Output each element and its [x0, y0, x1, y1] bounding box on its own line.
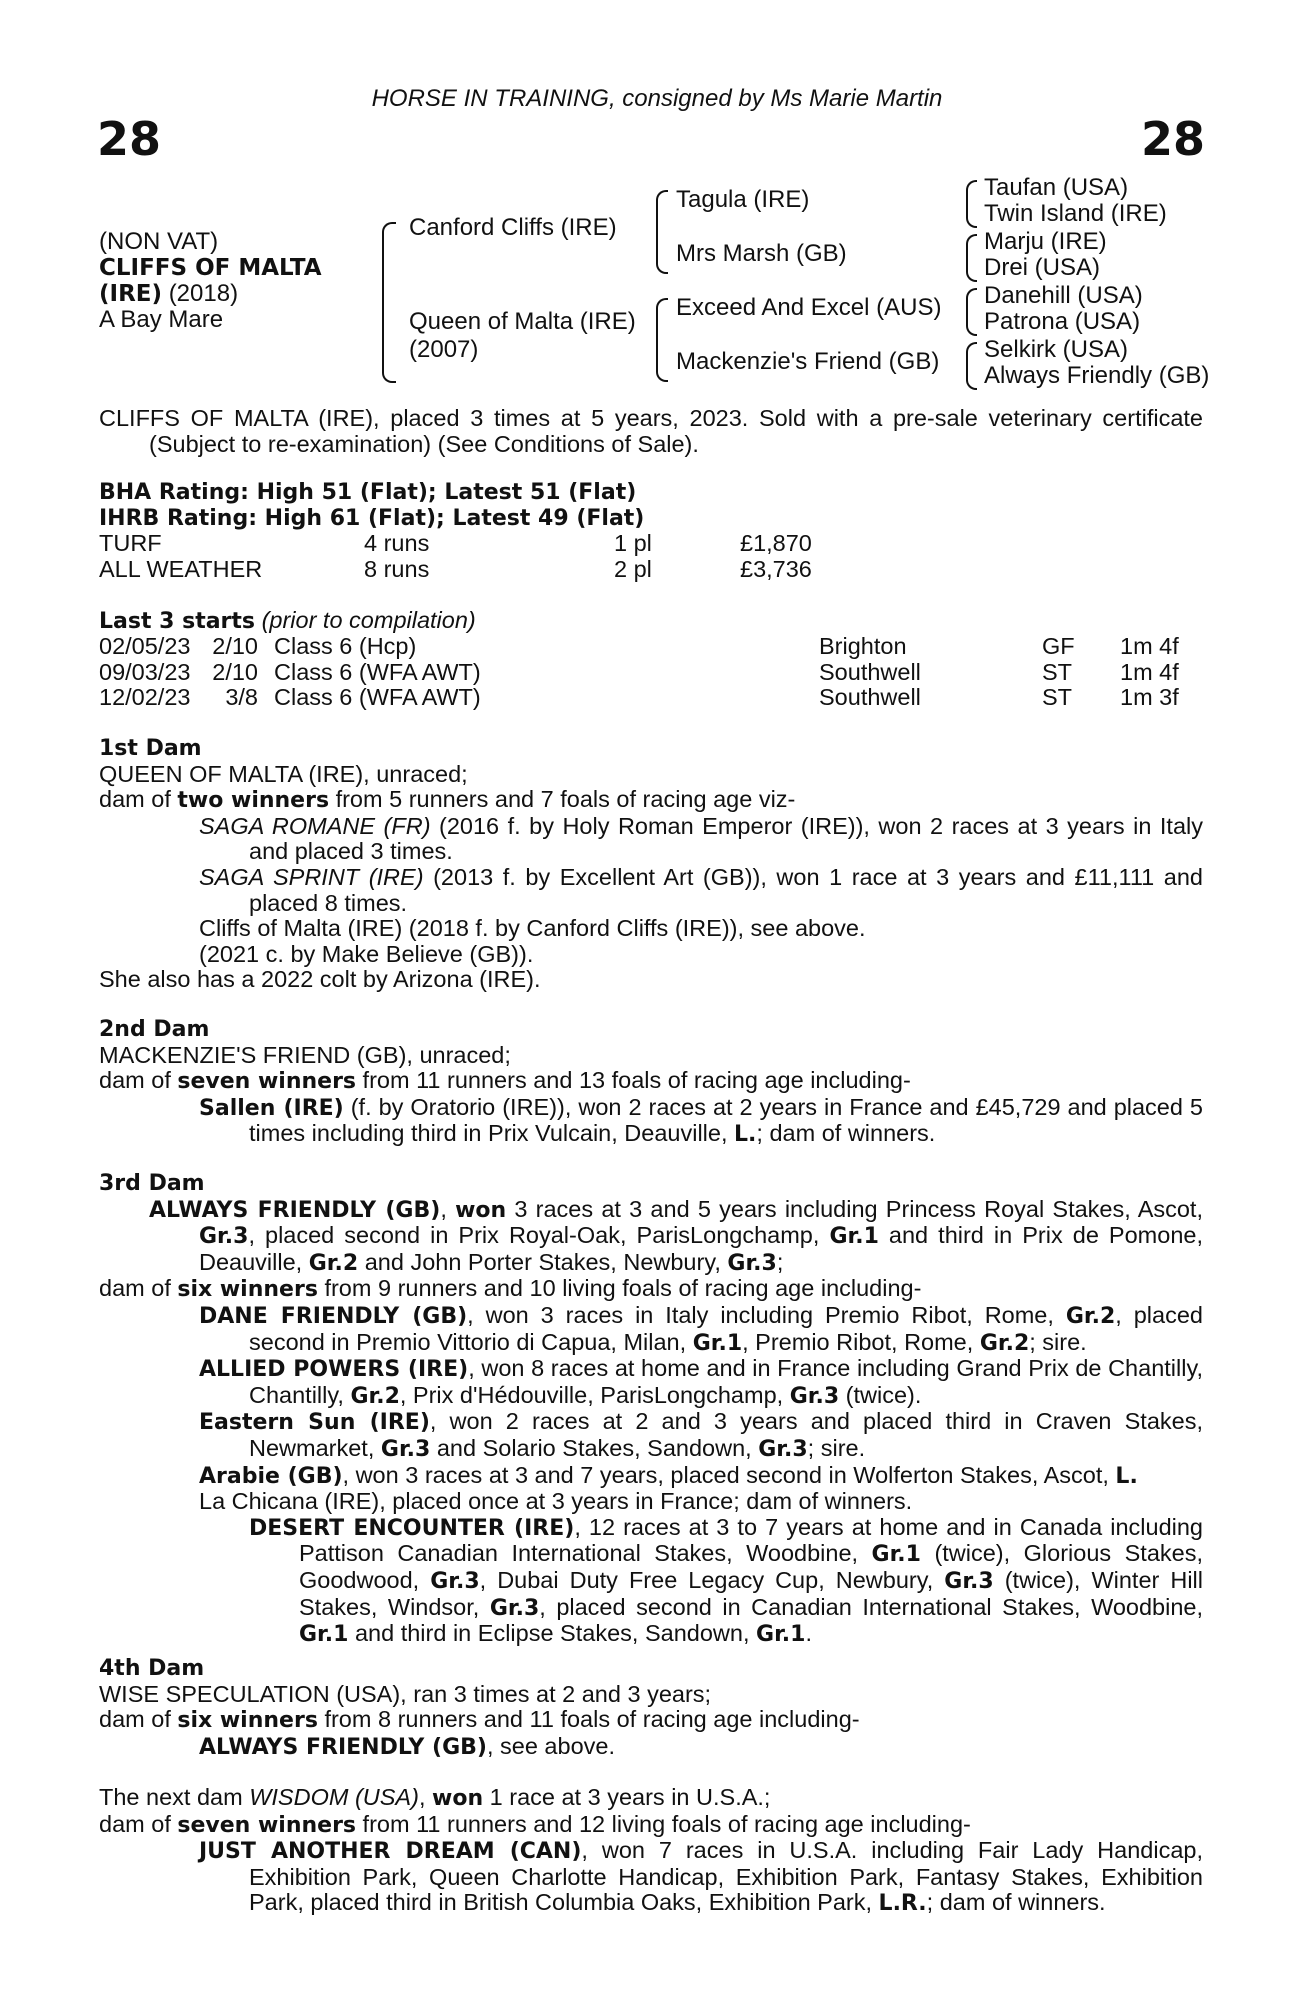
next-dam-record: The next dam WISDOM (USA), won 1 race at 3 years in U.S.A.; [99, 1784, 771, 1811]
third-dam-produce: Eastern Sun (IRE), won 2 races at 2 and 3 years and placed third in Craven Stakes, Newmarket, Gr.3 and Solario Stakes, Sandown, Gr.3; sire. [199, 1408, 1203, 1462]
pedigree-brace-dd [966, 342, 977, 390]
first-dam-produce: (2021 c. by Make Believe (GB)). [199, 940, 534, 967]
third-dam-grandproduce: DESERT ENCOUNTER (IRE), 12 races at 3 to 7 years at home and in Canada including Pattison Canadian International Stakes, Woodbine, Gr.1 (twice), Glorious Stakes, Goodwood, Gr.3, Dubai Duty Free Legacy Cup, Newbury, Gr.3 (twice), Winter Hill Stakes, Windsor, Gr.3, placed second in Canadian International Stakes, Woodbine, Gr.1 and third in Eclipse Stakes, Sandown, Gr.1. [249, 1513, 1203, 1648]
race-record-table [99, 531, 812, 582]
start-race: Class 6 (WFA AWT) [274, 658, 481, 685]
pedigree-brace-sd [966, 234, 977, 282]
horse-description: A Bay Mare [99, 306, 224, 333]
pedigree-dsd: Patrona (USA) [984, 308, 1141, 335]
first-dam-produce: SAGA ROMANE (FR) (2016 f. by Holy Roman Emperor (IRE)), won 2 races at 3 years in Italy and placed 3 times. [199, 812, 1203, 865]
record-prize: £1,870 [740, 530, 812, 556]
record-surface: TURF [99, 530, 162, 556]
pedigree-sss: Taufan (USA) [984, 174, 1129, 201]
pedigree-dam-year: (2007) [409, 336, 479, 363]
pedigree-sire-dam: Mrs Marsh (GB) [676, 240, 847, 267]
horse-year: (2018) [168, 280, 239, 307]
start-distance: 1m 4f [1120, 633, 1179, 659]
fourth-dam-section [99, 1656, 1203, 1760]
first-dam-section [99, 736, 1203, 993]
start-race: Class 6 (WFA AWT) [274, 684, 481, 711]
start-going: ST [1042, 684, 1073, 711]
pedigree-dss: Danehill (USA) [984, 282, 1143, 309]
pedigree-brace-dam [656, 298, 668, 382]
second-dam-section [99, 1017, 1203, 1148]
ratings-block [99, 480, 1203, 531]
start-row [99, 685, 1179, 711]
third-dam-summary: dam of six winners from 9 runners and 10 living foals of racing age including- [99, 1275, 922, 1303]
vat-status: (NON VAT) [99, 228, 219, 255]
fourth-dam-name: WISE SPECULATION (USA), ran 3 times at 2 and 3 years; [99, 1680, 712, 1707]
record-surface: ALL WEATHER [99, 555, 263, 582]
first-dam-heading: 1st Dam [99, 736, 202, 761]
horse-name: CLIFFS OF MALTA [99, 255, 322, 281]
first-dam-produce: Cliffs of Malta (IRE) (2018 f. by Canford Cliffs (IRE)), see above. [199, 915, 866, 942]
lot-number-right: 28 [1140, 112, 1205, 166]
start-position: 2/10 [212, 633, 258, 659]
third-dam-record: ALWAYS FRIENDLY (GB), won 3 races at 3 and 5 years including Princess Royal Stakes, Ascot, Gr.3, placed second in Prix Royal-Oak, ParisLongchamp, Gr.1 and third in Prix de Pomone, Deauville, Gr.2 and John Porter Stakes, Newbury, Gr.3; [149, 1195, 1203, 1276]
second-dam-summary: dam of seven winners from 11 runners and 13 foals of racing age including- [99, 1067, 911, 1095]
ihrb-rating: IHRB Rating: High 61 (Flat); Latest 49 (Flat) [99, 505, 645, 531]
intro-text: CLIFFS OF MALTA (IRE), placed 3 times at 5 years, 2023. Sold with a pre-sale veterinary certificate (Subject to re-examination) (See Conditions of Sale). [99, 405, 1203, 457]
first-dam-summary: dam of two winners from 5 runners and 7 foals of racing age viz- [99, 786, 796, 814]
horse-year-line [99, 280, 238, 308]
page-header: HORSE IN TRAINING, consigned by Ms Marie Martin [371, 85, 943, 112]
start-row [99, 634, 1179, 660]
third-dam-produce: La Chicana (IRE), placed once at 3 years in France; dam of winners. [199, 1488, 913, 1515]
start-course: Brighton [819, 633, 907, 659]
pedigree-sds: Marju (IRE) [984, 228, 1107, 255]
second-dam-name: MACKENZIE'S FRIEND (GB), unraced; [99, 1041, 511, 1068]
race-record-row [99, 531, 812, 557]
pedigree-brace-ss [966, 180, 977, 228]
pedigree-sire: Canford Cliffs (IRE) [409, 214, 617, 241]
last-starts-heading [99, 608, 1203, 635]
first-dam-produce: SAGA SPRINT (IRE) (2013 f. by Excellent Art (GB)), won 1 race at 3 years and £11,111 and placed 8 times. [199, 863, 1204, 916]
third-dam-produce: Arabie (GB), won 3 races at 3 and 7 years, placed second in Wolferton Stakes, Ascot, L. [199, 1461, 1138, 1489]
start-distance: 1m 4f [1120, 658, 1179, 685]
last-starts-title: Last 3 starts [99, 609, 256, 634]
start-distance: 1m 3f [1120, 684, 1179, 711]
start-row [99, 660, 1179, 686]
second-dam-produce: Sallen (IRE) (f. by Oratorio (IRE)), won 2 races at 2 years in France and £45,729 and placed 5 times including third in Prix Vulcain, Deauville, L.; dam of winners. [199, 1093, 1203, 1148]
pedigree-brace-sire [656, 190, 668, 274]
pedigree-ddd: Always Friendly (GB) [984, 362, 1210, 389]
pedigree-sdd: Drei (USA) [984, 254, 1101, 281]
next-dam-summary: dam of seven winners from 11 runners and 12 living foals of racing age including- [99, 1810, 971, 1838]
horse-country: (IRE) [99, 281, 163, 307]
start-race: Class 6 (Hcp) [274, 633, 417, 659]
race-record-row [99, 557, 812, 583]
start-course: Southwell [819, 658, 921, 685]
record-prize: £3,736 [740, 555, 812, 582]
bha-rating: BHA Rating: High 51 (Flat); Latest 51 (Flat) [99, 480, 637, 505]
start-date: 09/03/23 [99, 658, 191, 685]
last-starts-table [99, 634, 1179, 711]
second-dam-heading: 2nd Dam [99, 1017, 210, 1042]
record-runs: 8 runs [364, 555, 430, 582]
start-going: ST [1042, 658, 1073, 685]
pedigree-ssd: Twin Island (IRE) [984, 200, 1167, 227]
fourth-dam-summary: dam of six winners from 8 runners and 11 foals of racing age including- [99, 1706, 860, 1734]
third-dam-heading: 3rd Dam [99, 1171, 205, 1196]
first-dam-note: She also has a 2022 colt by Arizona (IRE). [99, 966, 541, 993]
start-date: 02/05/23 [99, 633, 191, 659]
record-placed: 1 pl [614, 530, 652, 556]
pedigree-dam: Queen of Malta (IRE) [409, 308, 636, 335]
pedigree-dds: Selkirk (USA) [984, 336, 1129, 363]
pedigree-sire-sire: Tagula (IRE) [676, 186, 810, 213]
third-dam-section [99, 1171, 1203, 1648]
third-dam-produce: DANE FRIENDLY (GB), won 3 races in Italy including Premio Ribot, Rome, Gr.2, placed second in Premio Vittorio di Capua, Milan, Gr.1, Premio Ribot, Rome, Gr.2; sire. [199, 1301, 1203, 1356]
pedigree-dam-dam: Mackenzie's Friend (GB) [676, 348, 940, 375]
third-dam-produce: ALLIED POWERS (IRE), won 8 races at home and in France including Grand Prix de Chantilly, Chantilly, Gr.2, Prix d'Hédouville, ParisLongchamp, Gr.3 (twice). [199, 1355, 1203, 1409]
lot-number-left: 28 [97, 112, 162, 166]
record-runs: 4 runs [364, 530, 430, 556]
pedigree-brace-main [382, 222, 396, 383]
record-placed: 2 pl [614, 555, 652, 582]
pedigree-dam-sire: Exceed And Excel (AUS) [676, 294, 942, 321]
last-starts-note: (prior to compilation) [261, 607, 476, 633]
pedigree-brace-ds [966, 288, 977, 336]
intro-paragraph [99, 406, 1203, 457]
next-dam-section [99, 1785, 1203, 1917]
start-position: 2/10 [212, 658, 258, 685]
start-date: 12/02/23 [99, 684, 191, 711]
fourth-dam-heading: 4th Dam [99, 1656, 205, 1681]
start-course: Southwell [819, 684, 921, 711]
next-dam-produce: JUST ANOTHER DREAM (CAN), won 7 races in U.S.A. including Fair Lady Handicap, Exhibition Park, Queen Charlotte Handicap, Exhibition Park, Fantasy Stakes, Exhibition Park, placed third in British Columbia Oaks, Exhibition Park, L.R.; dam of winners. [199, 1837, 1203, 1917]
fourth-dam-produce: ALWAYS FRIENDLY (GB), see above. [199, 1732, 615, 1760]
start-position: 3/8 [225, 684, 258, 711]
first-dam-name: QUEEN OF MALTA (IRE), unraced; [99, 760, 468, 787]
start-going: GF [1042, 633, 1075, 659]
